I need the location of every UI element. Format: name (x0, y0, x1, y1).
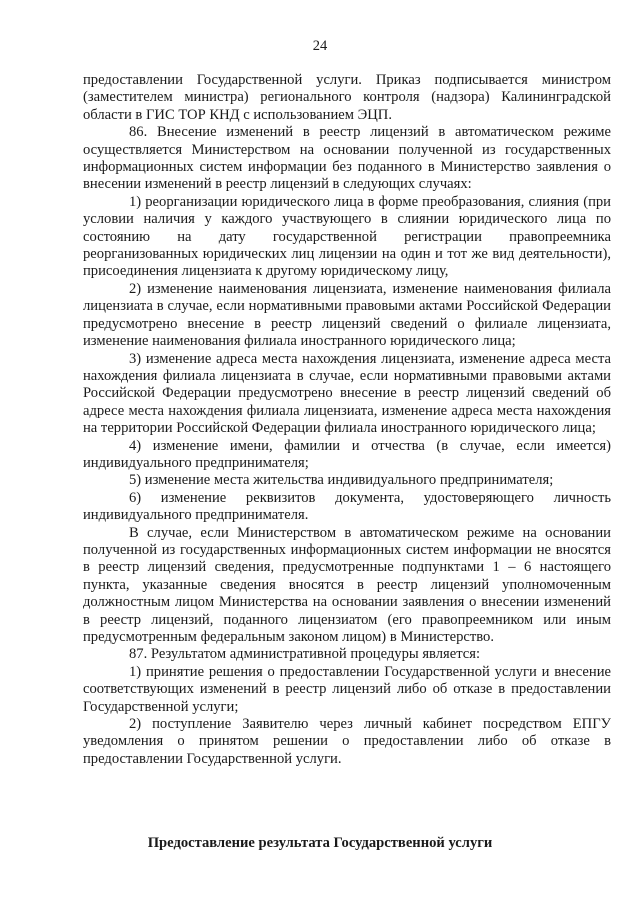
paragraph-case: В случае, если Министерством в автоматическом режиме на основании полученной из государственных информационных систем информации не вносятся в реестр лицензий сведения, предусмотренные подпунктами 1 – 6 настоящего пункта, указанные сведения вносятся в реестр лицензий уполномоченным должностным лицом Министерства на основании заявления о внесении изменений в реестр лицензий, поданного лицензиатом (его правопреемником или иным предусмотренным федеральным законом лицом) в Министерство. (83, 524, 611, 645)
list-item-4: 4) изменение имени, фамилии и отчества (в случае, если имеется) индивидуального предпринимателя; (83, 437, 611, 471)
paragraph-87: 87. Результатом административной процедуры является: (129, 646, 481, 663)
document-body (83, 72, 611, 768)
result-item-2: 2) поступление Заявителю через личный кабинет посредством ЕПГУ уведомления о принятом решении о предоставлении либо об отказе в предоставлении Государственной услуги. (83, 716, 611, 767)
result-item-1: 1) принятие решения о предоставлении Государственной услуги и внесение соответствующих изменений в реестр лицензий либо об отказе в предоставлении Государственной услуги; (83, 663, 611, 715)
paragraph: предоставлении Государственной услуги. Приказ подписывается министром (заместителем министра) регионального контроля (надзора) Калининградской области в ГИС ТОР КНД с использованием ЭЦП. (83, 72, 611, 123)
list-item-1: 1) реорганизации юридического лица в форме преобразования, слияния (при условии наличия у каждого участвующего в слиянии юридического лица по состоянию на дату государственной регистрации правопреемника реорганизованных юридических лиц лицензии на один и тот же вид деятельности), присоединения лицензиата к другому юридическому лицу, (83, 193, 611, 280)
list-item-6: 6) изменение реквизитов документа, удостоверяющего личность индивидуального предпринимателя. (83, 489, 611, 524)
list-item-5: 5) изменение места жительства индивидуального предпринимателя; (129, 472, 554, 489)
list-item-3: 3) изменение адреса места нахождения лицензиата, изменение адреса места нахождения филиала лицензиата в случае, если нормативными правовыми актами Российской Федерации предусмотрено внесение в реестр лицензий сведений об адресе места нахождения филиала лицензиата, изменение адреса места нахождения на территории Российской Федерации филиала иностранного юридического лица; (83, 350, 611, 437)
paragraph-86: 86. Внесение изменений в реестр лицензий в автоматическом режиме осуществляется Министерством на основании полученной из государственных информационных систем информации без поданного в Министерство заявления о внесении изменений в реестр лицензий в следующих случаях: (83, 124, 611, 193)
list-item-2: 2) изменение наименования лицензиата, изменение наименования филиала лицензиата в случае, если нормативными правовыми актами Российской Федерации предусмотрено внесение в реестр лицензий сведений о филиале лицензиата, изменение наименования филиала иностранного юридического лица; (83, 280, 611, 350)
section-heading: Предоставление результата Государственной услуги (147, 835, 493, 851)
page-number: 24 (312, 38, 328, 54)
